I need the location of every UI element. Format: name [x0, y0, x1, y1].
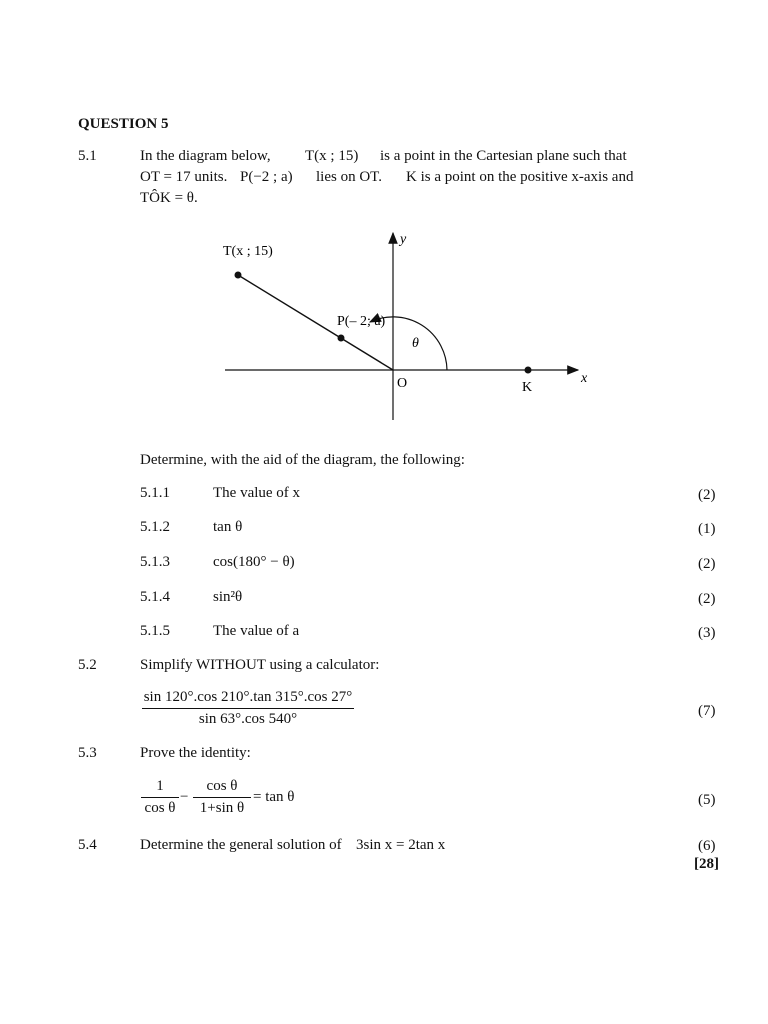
item-number: 5.1.3 — [140, 554, 170, 570]
label-O: O — [397, 376, 408, 391]
label-T: T(x ; 15) — [223, 244, 273, 259]
item-mark: (2) — [698, 591, 716, 607]
question-heading: QUESTION 5 — [78, 116, 169, 132]
q53-mark: (5) — [698, 792, 716, 808]
label-theta: θ — [412, 336, 419, 351]
item-number: 5.1.4 — [140, 589, 170, 605]
q53-number: 5.3 — [78, 745, 97, 761]
label-P: P(– 2; a) — [337, 314, 386, 329]
q51-line2-c: lies on OT. — [316, 169, 382, 185]
q51-instruction: Determine, with the aid of the diagram, the following: — [140, 452, 465, 468]
item-mark: (2) — [698, 487, 716, 503]
label-y: y — [400, 232, 407, 247]
q53-frac2-den: 1+sin θ — [193, 797, 251, 817]
q52-numerator: sin 120°.cos 210°.tan 315°.cos 27° — [143, 689, 353, 705]
total-marks: [28] — [694, 856, 719, 872]
item-text: tan θ — [213, 519, 243, 535]
label-K: K — [522, 380, 533, 395]
point-T — [235, 272, 242, 279]
item-number: 5.1.5 — [140, 623, 170, 639]
q53-frac1-den: cos θ — [141, 797, 179, 817]
q51-line1-b: T(x ; 15) — [305, 148, 359, 164]
q51-line2-a: OT = 17 units. — [140, 169, 228, 185]
q52-mark: (7) — [698, 703, 716, 719]
q51-number: 5.1 — [78, 148, 97, 164]
item-number: 5.1.1 — [140, 485, 170, 501]
cartesian-diagram — [220, 225, 600, 425]
q53-frac1-num: 1 — [156, 778, 164, 794]
q51-line1-c: is a point in the Cartesian plane such that — [380, 148, 627, 164]
q51-line3: TÔK = θ. — [140, 190, 198, 206]
q54-number: 5.4 — [78, 837, 97, 853]
item-text: sin²θ — [213, 589, 243, 605]
point-P — [338, 335, 345, 342]
item-mark: (2) — [698, 556, 716, 572]
item-mark: (3) — [698, 625, 716, 641]
q53-fraction-1 — [141, 778, 179, 817]
point-K — [525, 367, 532, 374]
item-text: cos(180° − θ) — [213, 554, 295, 570]
q53-frac2-num: cos θ — [206, 778, 238, 794]
q51-line2-b: P(−2 ; a) — [240, 169, 293, 185]
q54-text: Determine the general solution of — [140, 837, 342, 853]
item-mark: (1) — [698, 521, 716, 537]
q53-text: Prove the identity: — [140, 745, 251, 761]
q52-text: Simplify WITHOUT using a calculator: — [140, 657, 380, 673]
q52-number: 5.2 — [78, 657, 97, 673]
item-text: The value of a — [213, 623, 300, 639]
label-x: x — [581, 371, 588, 386]
item-text: The value of x — [213, 485, 301, 501]
q51-line2-d: K is a point on the positive x-axis and — [406, 169, 634, 185]
q51-line1-a: In the diagram below, — [140, 148, 271, 164]
item-number: 5.1.2 — [140, 519, 170, 535]
q53-minus: − — [180, 789, 189, 805]
q54-mark: (6) — [698, 838, 716, 854]
q52-denominator: sin 63°.cos 540° — [142, 708, 354, 728]
q53-rhs: = tan θ — [253, 789, 295, 805]
q54-equation: 3sin x = 2tan x — [356, 837, 446, 853]
q53-fraction-2 — [193, 778, 251, 817]
q52-fraction — [142, 689, 354, 728]
